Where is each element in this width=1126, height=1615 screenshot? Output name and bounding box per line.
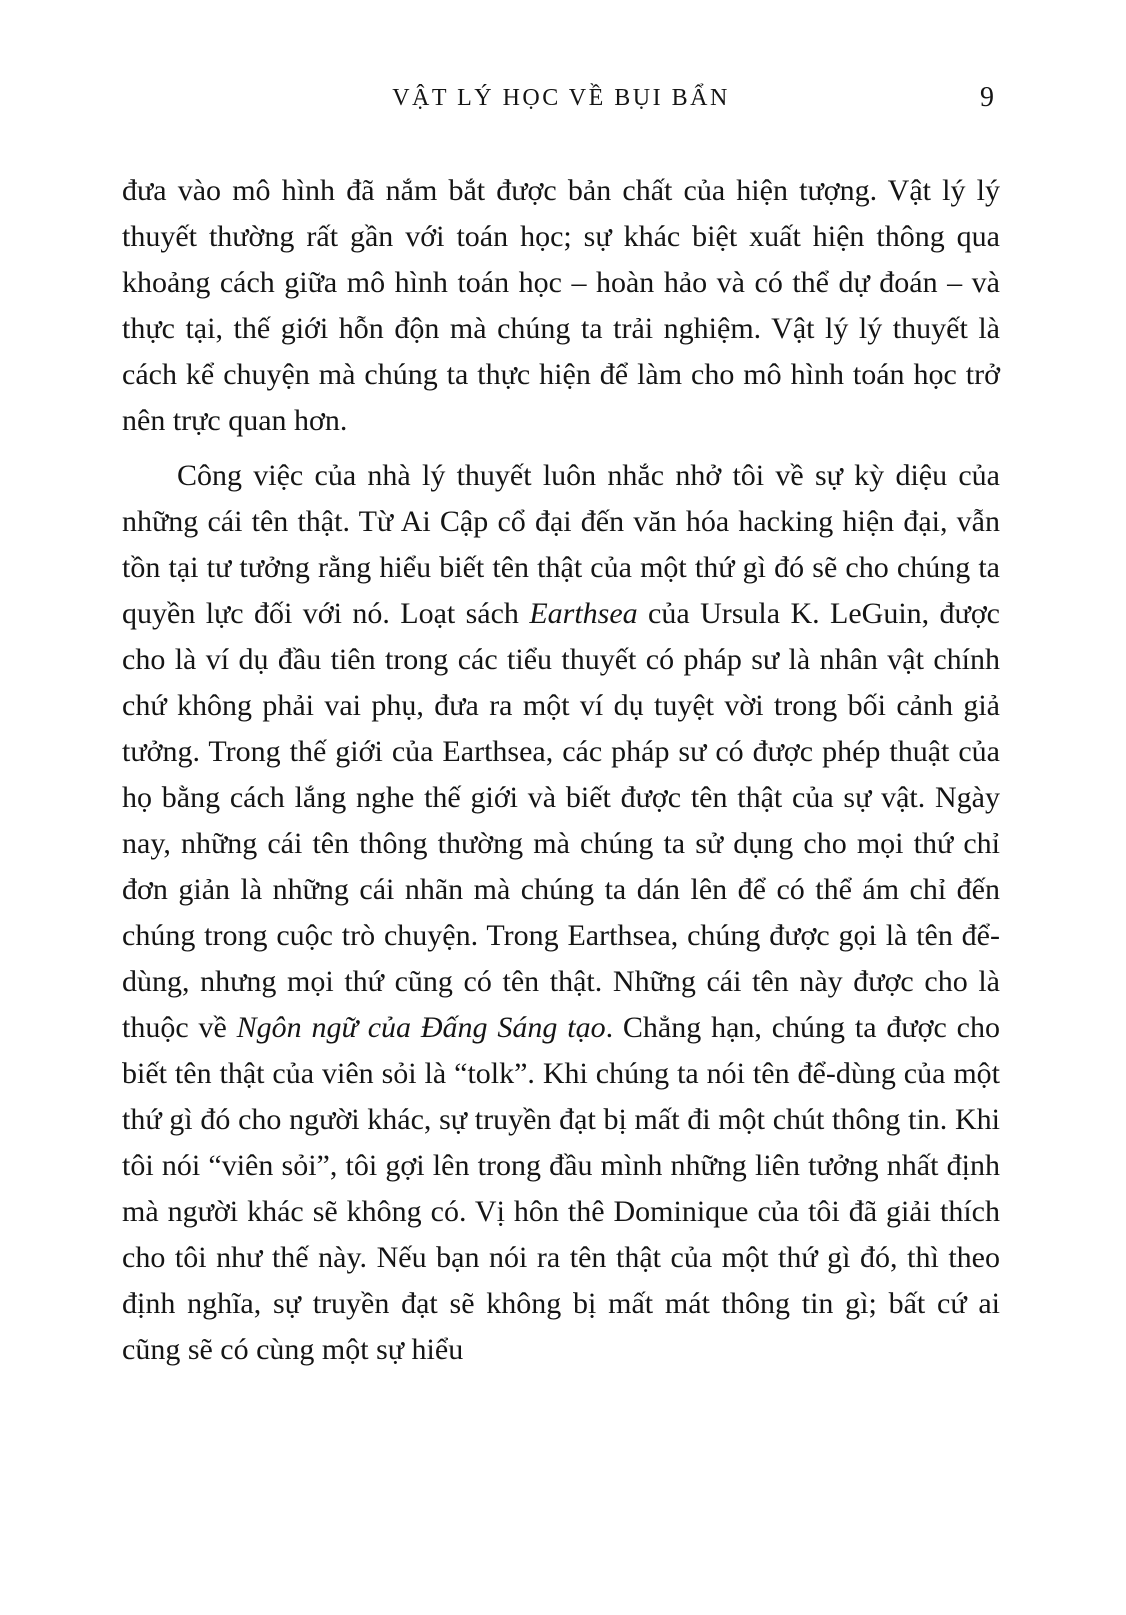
paragraph-2 (122, 453, 1000, 1373)
running-head (122, 80, 1000, 116)
paragraph-1 (122, 168, 1000, 444)
page-body (122, 168, 1000, 1373)
italic-run: Earthsea (529, 597, 638, 630)
text-run: đưa vào mô hình đã nắm bắt được bản chất của hiện tượng. Vật lý lý thuyết thường rất gần với toán học; sự khác biệt xuất hiện thông qua khoảng cách giữa mô hình toán học – hoàn hảo và có thể dự đoán – và thực tại, thế giới hỗn độn mà chúng ta trải nghiệm. Vật lý lý thuyết là cách kể chuyện mà chúng ta thực hiện để làm cho mô hình toán học trở nên trực quan hơn. (122, 174, 1000, 437)
running-head-title: VẬT LÝ HỌC VỀ BỤI BẨN (392, 85, 730, 111)
page-number: 9 (980, 82, 994, 113)
text-run: . Chẳng hạn, chúng ta được cho biết tên thật của viên sỏi là “tolk”. Khi chúng ta nói tên để-dùng của một thứ gì đó cho người khác, sự truyền đạt bị mất đi một chút thông tin. Khi tôi nói “viên sỏi”, tôi gợi lên trong đầu mình những liên tưởng nhất định mà người khác sẽ không có. Vị hôn thê Dominique của tôi đã giải thích cho tôi như thế này. Nếu bạn nói ra tên thật của một thứ gì đó, thì theo định nghĩa, sự truyền đạt sẽ không bị mất mát thông tin gì; bất cứ ai cũng sẽ có cùng một sự hiểu (122, 1011, 1000, 1366)
text-column (122, 80, 1000, 1373)
italic-run: Ngôn ngữ của Đấng Sáng tạo (236, 1011, 606, 1044)
text-run: Công việc của nhà lý thuyết luôn nhắc nhở tôi về sự kỳ diệu của những cái tên thật. Từ Ai Cập cổ đại đến văn hóa hacking hiện đại, vẫn tồn tại tư tưởng rằng hiểu biết tên thật của một thứ gì đó sẽ cho chúng ta quyền lực đối với nó. Loạt sách (122, 459, 1000, 630)
text-run: của Ursula K. LeGuin, được cho là ví dụ đầu tiên trong các tiểu thuyết có pháp sư là nhân vật chính chứ không phải vai phụ, đưa ra một ví dụ tuyệt vời trong bối cảnh giả tưởng. Trong thế giới của Earthsea, các pháp sư có được phép thuật của họ bằng cách lắng nghe thế giới và biết được tên thật của sự vật. Ngày nay, những cái tên thông thường mà chúng ta sử dụng cho mọi thứ chỉ đơn giản là những cái nhãn mà chúng ta dán lên để có thể ám chỉ đến chúng trong cuộc trò chuyện. Trong Earthsea, chúng được gọi là tên để-dùng, nhưng mọi thứ cũng có tên thật. Những cái tên này được cho là thuộc về (122, 597, 1000, 1044)
